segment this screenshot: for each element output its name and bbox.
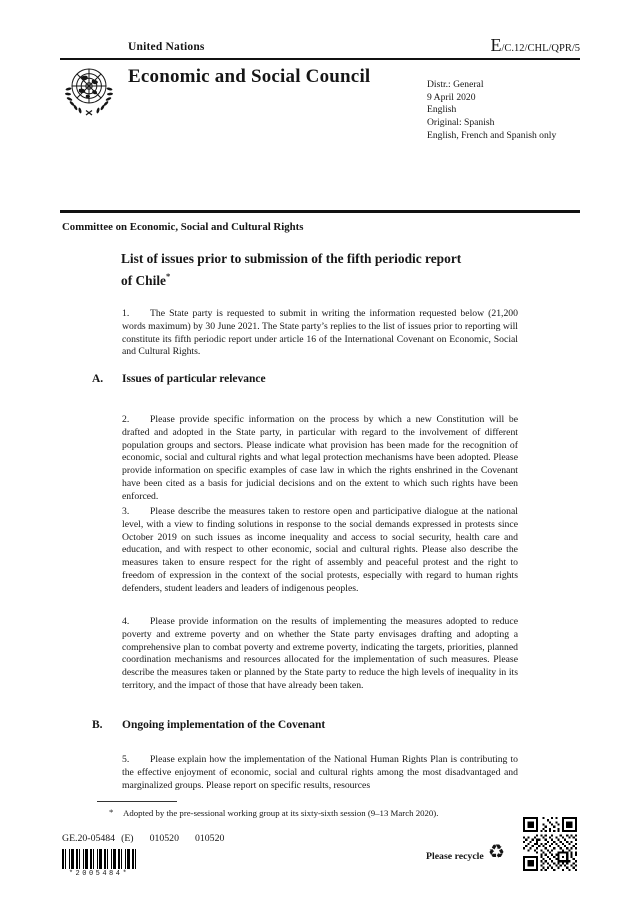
section-b-heading: Ongoing implementation of the Covenant	[122, 719, 326, 731]
paragraph-5-number: 5.	[122, 753, 130, 765]
committee-name: Committee on Economic, Social and Cultural Rights	[62, 221, 304, 233]
original-language-line: Original: Spanish	[427, 117, 495, 129]
paragraph-2-text: Please provide specific information on the process by which a new Constitution will be drafted and adopted in the State party, in particular with regard to the involvement of different population groups and sectors. Please indicate what provision has been made for the recognition of economic, social and cultural rights and what legal protection mechanisms have been adopted. Please provide information on specific examples of case law in which the rights enshrined in the Covenant have been cited as a basis for judicial decisions and on the extent to which such rights have been enforced.	[122, 413, 518, 503]
paragraph-4	[122, 616, 518, 693]
document-symbol	[491, 36, 580, 54]
footnote-marker: *	[109, 807, 114, 817]
recycle-icon: ♻	[488, 841, 506, 863]
document-title-line1: List of issues prior to submission of the fifth periodic report	[121, 251, 462, 266]
paragraph-1	[122, 308, 518, 360]
paragraph-2	[122, 414, 518, 504]
distribution-block	[427, 79, 587, 143]
document-title-line2: of Chile	[121, 272, 167, 288]
print-code-1: 010520	[149, 833, 179, 844]
document-title	[121, 250, 491, 289]
paragraph-3-number: 3.	[122, 505, 130, 517]
header-divider	[60, 210, 580, 213]
document-symbol-rest: /C.12/CHL/QPR/5	[501, 43, 580, 54]
recycle-label: Please recycle	[426, 851, 484, 862]
barcode-bars	[62, 849, 136, 869]
section-a-heading: Issues of particular relevance	[122, 373, 266, 385]
paragraph-5	[122, 754, 518, 793]
org-name: United Nations	[128, 41, 205, 53]
document-symbol-prefix: E	[490, 35, 502, 55]
qr-code	[523, 817, 577, 871]
barcode	[62, 849, 136, 878]
paragraph-1-text: The State party is requested to submit in writing the information requested below (21,200 words maximum) by 30 June 2021. The State party’s replies to the list of issues prior to reporting will constitute its fifth periodic report under article 16 of the International Covenant on Economic, Social and Cultural Rights.	[122, 307, 518, 358]
paragraph-4-number: 4.	[122, 615, 130, 627]
un-emblem-icon	[59, 62, 119, 120]
paragraph-1-number: 1.	[122, 307, 130, 319]
date-line: 9 April 2020	[427, 91, 476, 103]
paragraph-3-text: Please describe the measures taken to restore open and participative dialogue at the national level, with a view to finding solutions in response to the social demands expressed in protests since October 2019 on such issues as income inequality and access to social security, health care and education, and with respect to other economic, social and cultural rights. Please also describe the measures taken to ensure respect for the right of assembly and peaceful protest and the right to freedom of expression in the context of the social protests, especially with regard to human rights defenders, student leaders and leaders of indigenous peoples.	[122, 505, 518, 595]
footnote-divider	[97, 801, 177, 802]
section-b-letter: B.	[92, 719, 103, 731]
languages-note: English, French and Spanish only	[427, 129, 557, 141]
language-line: English	[427, 104, 457, 116]
paragraph-5-text: Please explain how the implementation of the National Human Rights Plan is contributing to the effective enjoyment of economic, social and cultural rights among the most disadvantaged and marginalized groups. Please report on specific results, resources	[122, 753, 518, 791]
footnote	[97, 807, 521, 819]
paragraph-4-text: Please provide information on the results of implementing the measures adopted to reduce poverty and extreme poverty and on whether the State party envisages drafting and adopting a comprehensive plan to combat poverty and extreme poverty, indicating the targets, priorities, planned coordination mechanisms and resources allocated for the implementation of such measures. Please describe the measures taken or planned by the State party to reduce the high levels of inequality in its territory, and the impact of those that have already been taken.	[122, 615, 518, 692]
paragraph-3	[122, 506, 518, 596]
paragraph-2-number: 2.	[122, 413, 130, 425]
ge-language-code: (E)	[121, 833, 134, 844]
distr-line: Distr.: General	[427, 79, 484, 90]
barcode-text: *2005484*	[68, 870, 130, 878]
ge-number: GE.20-05484	[62, 833, 116, 844]
council-title: Economic and Social Council	[128, 66, 371, 87]
footnote-text: Adopted by the pre-sessional working group at its sixty-sixth session (9–13 March 2020).	[123, 808, 439, 818]
ge-number-line	[62, 833, 224, 844]
masthead-divider	[60, 58, 580, 60]
print-code-2: 010520	[194, 833, 225, 844]
title-footnote-marker: *	[166, 270, 171, 281]
section-a-letter: A.	[92, 373, 104, 385]
